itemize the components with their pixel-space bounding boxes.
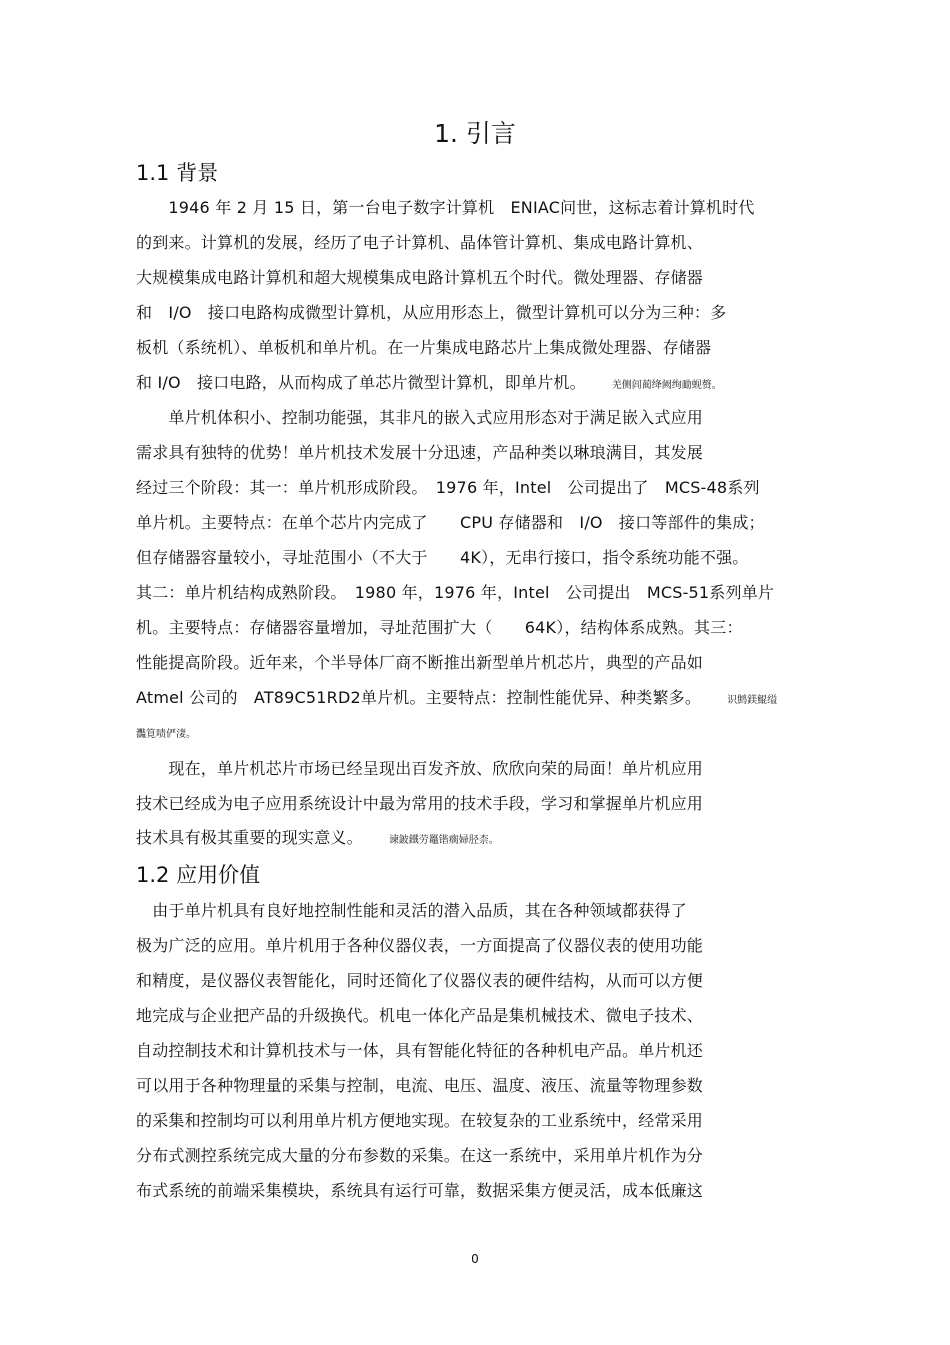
text-line: 分布式测控系统完成大量的分布参数的采集。在这一系统中，采用单片机作为分 (136, 1146, 704, 1165)
text-line-body: 和 I/O 接口电路，从而构成了单芯片微型计算机，即单片机。 (136, 373, 586, 392)
garbled-text: 灩筧啧俨淒。 (136, 729, 196, 740)
text-line: 经过三个阶段：其一：单片机形成阶段。 1976 年，Intel 公司提出了 MCS-48系列 (136, 478, 760, 497)
page-number: 0 (471, 1252, 479, 1266)
text-line: 地完成与企业把产品的升级换代。机电一体化产品是集机械技术、微电子技术、 (136, 1006, 704, 1025)
text-line: 可以用于各种物理量的采集与控制，电流、电压、温度、液压、流量等物理参数 (136, 1076, 704, 1095)
text-line: 的采集和控制均可以利用单片机方便地实现。在较复杂的工业系统中，经常采用 (136, 1111, 704, 1130)
text-line: 自动控制技术和计算机技术与一体，具有智能化特征的各种机电产品。单片机还 (136, 1041, 704, 1060)
text-line: 其二：单片机结构成熟阶段。 1980 年，1976 年，Intel 公司提出 MCS-51系列单片 (136, 583, 775, 602)
text-line: 单片机体积小、控制功能强，其非凡的嵌入式应用形态对于满足嵌入式应用 (136, 408, 704, 427)
garbled-text: 羌侧闾蔺绛阙绚勔蚬赘。 (611, 380, 722, 391)
text-line: 1946 年 2 月 15 日，第一台电子数字计算机 ENIAC问世，这标志着计算机时代 (136, 198, 755, 217)
text-line: 由于单片机具有良好地控制性能和灵活的潜入品质，其在各种领域都获得了 (136, 901, 687, 920)
garbled-text: 谏鈹鐵劳鼉锴瘸婦胫柰。 (388, 835, 499, 846)
text-line (136, 687, 777, 712)
text-line: 需求具有独特的优势！单片机技术发展十分迅速，产品种类以琳琅满目，其发展 (136, 443, 704, 462)
text-line-body: Atmel 公司的 AT89C51RD2单片机。主要特点：控制性能优异、种类繁多。 (136, 688, 702, 707)
text-line: 现在，单片机芯片市场已经呈现出百发齐放、欣欣向荣的局面！单片机应用 (136, 759, 704, 778)
text-line: 大规模集成电路计算机和超大规模集成电路计算机五个时代。微处理器、存储器 (136, 268, 704, 287)
section-heading-background: 1.1 背景 (136, 161, 219, 185)
text-line-body: 技术具有极其重要的现实意义。 (136, 828, 363, 847)
text-line (136, 827, 499, 852)
garbled-text: 识鹪鎂鯤缢 (727, 695, 778, 706)
text-line: 性能提高阶段。近年来，个半导体厂商不断推出新型单片机芯片，典型的产品如 (136, 653, 704, 672)
text-line: 极为广泛的应用。单片机用于各种仪器仪表，一方面提高了仪器仪表的使用功能 (136, 936, 704, 955)
text-line: 但存储器容量较小，寻址范围小（不大于 4K），无串行接口，指令系统功能不强。 (136, 548, 749, 567)
text-line: 的到来。计算机的发展，经历了电子计算机、晶体管计算机、集成电路计算机、 (136, 233, 704, 252)
section-heading-application: 1.2 应用价值 (136, 863, 261, 887)
text-line: 单片机。主要特点：在单个芯片内完成了 CPU 存储器和 I/O 接口等部件的集成； (136, 513, 765, 532)
text-line: 技术已经成为电子应用系统设计中最为常用的技术手段，学习和掌握单片机应用 (136, 794, 704, 813)
text-line: 布式系统的前端采集模块，系统具有运行可靠，数据采集方便灵活，成本低廉这 (136, 1181, 704, 1200)
text-line: 机。主要特点：存储器容量增加，寻址范围扩大（ 64K），结构体系成熟。其三： (136, 618, 743, 637)
text-line: 板机（系统机）、单板机和单片机。在一片集成电路芯片上集成微处理器、存储器 (136, 338, 712, 357)
text-line: 和精度，是仪器仪表智能化，同时还简化了仪器仪表的硬件结构，从而可以方便 (136, 971, 704, 990)
text-line: 和 I/O 接口电路构成微型计算机，从应用形态上，微型计算机可以分为三种：多 (136, 303, 727, 322)
text-line (136, 372, 722, 397)
page-title: 1. 引言 (434, 119, 516, 148)
